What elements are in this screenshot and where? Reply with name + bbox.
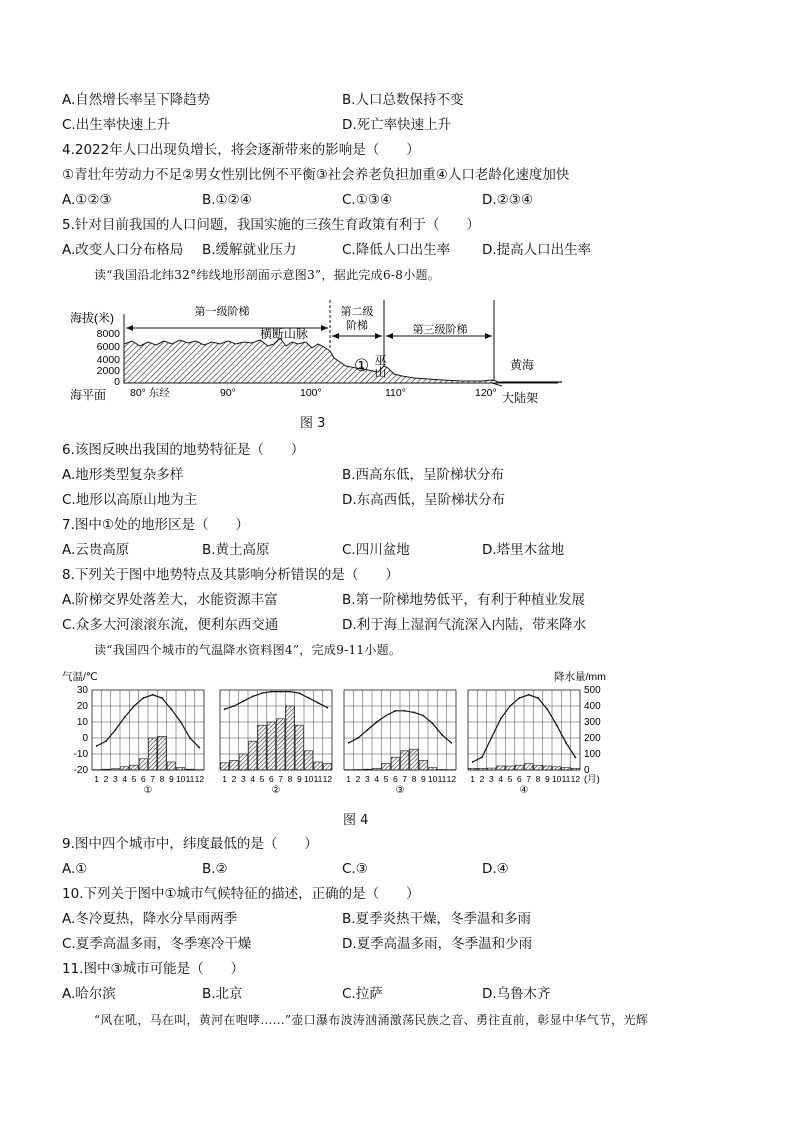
month-tick: 3 [364,774,370,784]
month-tick: 8 [287,774,293,784]
month-tick: 5 [131,774,137,784]
q6-option-c: C.地形以高原山地为主 [62,492,198,508]
temperature-point [413,712,415,714]
precipitation-bar [363,769,371,770]
temperature-point [242,700,244,702]
profile-xtick: 100° [300,387,322,399]
precipitation-tick: 300 [584,717,601,728]
month-tick: 9 [168,774,174,784]
precipitation-axis-label: 降水量/mm [554,671,606,683]
month-tick: 9 [544,774,550,784]
precipitation-bar [167,762,175,770]
precipitation-bar [186,769,194,770]
precipitation-bar [314,762,322,770]
q6-option-a: A.地形类型复杂多样 [62,467,184,483]
temperature-point [528,694,530,696]
terrain-profile-area [124,338,502,383]
precipitation-bar [323,764,331,770]
month-tick: 10 [551,774,562,784]
q4-option-b: B.①②④ [202,192,252,208]
temperature-point [133,705,135,707]
hengduan-label: 横断山脉 [260,327,309,341]
temperature-point [105,740,107,742]
q11-option-a: A.哈尔滨 [62,986,116,1002]
precipitation-bar [487,768,495,770]
month-tick: 6 [140,774,146,784]
q9-option-a: A.① [62,861,88,877]
temperature-point [261,692,263,694]
step1-label: 第一级阶梯 [194,306,250,318]
precipitation-bar [177,768,185,770]
temperature-axis-label: 气温/℃ [62,671,98,683]
q7-stem: 7.图中①处的地形区是（ ） [62,517,249,533]
temperature-point [565,742,567,744]
q9-option-d: D.④ [482,861,509,877]
city-label: ① [143,785,153,796]
temperature-point [422,715,424,717]
continental-shelf-label: 大陆架 [502,391,539,405]
temperature-point [385,715,387,717]
figure3-intro: 读“我国沿北纬32°纬线地形剖面示意图3”，据此完成6-8小题。 [94,268,441,282]
temperature-point [142,697,144,699]
month-tick: 11 [437,774,447,784]
month-unit-label: (月) [584,774,600,785]
q6-stem: 6.该图反映出我国的地势特征是（ ） [62,442,305,458]
q4-items: ①青壮年劳动力不足②男女性别比例不平衡③社会养老负担加重④人口老龄化速度加快 [62,167,570,183]
temperature-point [289,691,291,693]
precipitation-bar [239,754,247,770]
temperature-point [270,691,272,693]
precipitation-bar [149,738,157,770]
precipitation-tick: 100 [584,749,601,760]
month-tick: 10 [427,774,438,784]
q8-option-a: A.阶梯交界处落差大，水能资源丰富 [62,592,278,608]
precipitation-bar [525,764,533,770]
precipitation-bar [295,725,303,770]
precipitation-bar [382,764,390,770]
temperature-point [233,705,235,707]
q10-stem: 10.下列关于图中①城市气候特征的描述，正确的是（ ） [62,886,420,902]
q5-option-d: D.提高人口出生率 [482,242,592,258]
yellow-sea-label: 黄海 [510,358,535,372]
profile-xtick: 80° 东经 [130,387,170,399]
climate-chart-panel [468,690,580,796]
temperature-tick: 0 [82,733,88,744]
precipitation-bar [267,722,275,770]
precipitation-bar [506,766,514,770]
precipitation-bar [158,736,166,770]
q5-option-c: C.降低人口出生率 [342,242,451,258]
month-tick: 9 [420,774,426,784]
precipitation-bar [478,768,486,770]
month-tick: 4 [374,774,380,784]
profile-ytick: 4000 [96,354,120,366]
month-tick: 4 [498,774,504,784]
q4-option-c: C.①③④ [342,192,393,208]
profile-xtick: 120° [475,387,497,399]
month-tick: 2 [103,774,109,784]
temperature-point [441,734,443,736]
temperature-point [198,747,200,749]
precipitation-bar [562,768,570,770]
q3-option-b: B.人口总数保持不变 [342,92,464,108]
month-tick: 6 [516,774,522,784]
month-tick: 7 [526,774,532,784]
profile-ylabel: 海拔(米) [70,311,114,325]
precipitation-tick: 0 [584,765,590,776]
month-tick: 5 [507,774,513,784]
temperature-point [124,716,126,718]
step3-label: 第三级阶梯 [412,324,468,336]
month-tick: 2 [479,774,485,784]
month-tick: 12 [570,774,581,784]
precipitation-tick: 500 [584,685,601,696]
precipitation-bar [469,768,477,770]
temperature-point [574,756,576,758]
month-tick: 12 [194,774,205,784]
month-tick: 10 [303,774,314,784]
precipitation-bar [111,769,119,770]
month-tick: 6 [268,774,274,784]
temperature-tick: -10 [73,749,88,760]
temperature-point [348,742,350,744]
precipitation-bar [571,768,579,770]
precipitation-bar [277,719,285,770]
q5-option-a: A.改变人口分布格局 [62,242,184,258]
q7-option-d: D.塔里木盆地 [482,542,565,558]
temperature-point [189,737,191,739]
terrain-profile-figure [62,296,582,408]
month-tick: 7 [278,774,284,784]
figure4-caption: 图 4 [343,813,369,828]
precipitation-bar [305,751,313,770]
temperature-tick: 20 [76,701,88,712]
temperature-point [326,707,328,709]
temperature-tick: -20 [73,765,88,776]
precipitation-bar [410,749,418,770]
step2-label-line1: 第二级 [340,306,374,318]
q7-option-c: C.四川盆地 [342,542,410,558]
wushan-label: 巫山 [373,354,387,378]
month-tick: 4 [122,774,128,784]
precipitation-bar [401,751,409,770]
temperature-tick: 10 [76,717,88,728]
precipitation-bar [102,769,110,770]
precipitation-bar [121,767,129,770]
temperature-point [252,696,254,698]
q5-stem: 5.针对目前我国的人口问题，我国实施的三孩生育政策有利于（ ） [62,217,480,233]
temperature-point [170,708,172,710]
precipitation-bar [373,768,381,770]
precipitation-bar [249,741,257,770]
month-tick: 10 [175,774,186,784]
precipitation-bar [258,725,266,770]
q9-stem: 9.图中四个城市中，纬度最低的是（ ） [62,836,318,852]
climate-chart-panel [344,690,456,796]
month-tick: 12 [322,774,333,784]
month-tick: 9 [296,774,302,784]
q10-option-d: D.夏季高温多雨，冬季温和少雨 [342,936,533,952]
temperature-point [308,697,310,699]
month-tick: 3 [112,774,118,784]
city-label: ③ [395,785,405,796]
climate-chart-panel [92,690,204,796]
month-tick: 3 [488,774,494,784]
city-label: ④ [519,785,529,796]
month-tick: 8 [535,774,541,784]
month-tick: 11 [561,774,571,784]
climate-chart-panel [220,690,332,796]
q4-option-d: D.②③④ [482,192,533,208]
temperature-point [298,692,300,694]
month-tick: 7 [150,774,156,784]
precipitation-bar [130,765,138,770]
q11-option-b: B.北京 [202,986,243,1002]
temperature-point [152,694,154,696]
temperature-point [224,708,226,710]
precipitation-bar [553,767,561,770]
q9-option-c: C.③ [342,861,368,877]
q11-stem: 11.图中③城市可能是（ ） [62,961,245,977]
precipitation-bar [534,765,542,770]
passage-text: “风在吼，马在叫，黄河在咆哮……”壶口瀑布波涛汹涌激荡民族之音、勇往直前，彰显中华气节，光辉 [94,1013,649,1027]
precipitation-bar [391,757,399,770]
q7-option-b: B.黄土高原 [202,542,270,558]
q8-option-d: D.利于海上湿润气流深入内陆，带来降水 [342,617,587,633]
temperature-point [180,721,182,723]
temperature-point [96,745,98,747]
month-tick: 5 [383,774,389,784]
q10-option-a: A.冬冷夏热，降水分旱雨两季 [62,911,238,927]
temperature-point [404,710,406,712]
month-tick: 11 [185,774,195,784]
precipitation-bar [139,759,147,770]
month-tick: 12 [446,774,457,784]
month-tick: 11 [313,774,323,784]
temperature-point [366,729,368,731]
precipitation-bar [515,765,523,770]
month-tick: 3 [240,774,246,784]
q3-option-d: D.死亡率快速上升 [342,117,452,133]
month-tick: 2 [355,774,361,784]
month-tick: 1 [94,774,100,784]
precipitation-bar [497,766,505,770]
precipitation-bar [230,760,238,770]
q4-option-a: A.①②③ [62,192,112,208]
temperature-point [432,723,434,725]
q8-option-b: B.第一阶梯地势低平，有利于种植业发展 [342,592,586,608]
precipitation-bar [543,766,551,770]
precipitation-bar [221,763,229,770]
temperature-point [394,710,396,712]
temperature-point [500,718,502,720]
q6-option-b: B.西高东低，呈阶梯状分布 [342,467,505,483]
temperature-point [317,702,319,704]
month-tick: 2 [231,774,237,784]
precipitation-tick: 400 [584,701,601,712]
q9-option-b: B.② [202,861,228,877]
month-tick: 8 [411,774,417,784]
profile-sea-level-label: 海平面 [70,388,107,402]
q4-stem: 4.2022年人口出现负增长，将会逐渐带来的影响是（ ） [62,142,420,158]
q11-option-c: C.拉萨 [342,986,383,1002]
month-tick: 1 [222,774,228,784]
q11-option-d: D.乌鲁木齐 [482,986,551,1002]
temperature-point [490,737,492,739]
profile-ytick: 8000 [96,328,120,340]
temperature-point [481,756,483,758]
climate-charts-figure [62,668,622,796]
month-tick: 6 [392,774,398,784]
precipitation-bar [419,760,427,770]
figure4-intro: 读“我国四个城市的气温降水资料图4”，完成9-11小题。 [94,643,402,657]
profile-ytick: 6000 [96,341,120,353]
month-tick: 1 [346,774,352,784]
precipitation-tick: 200 [584,733,601,744]
temperature-point [280,691,282,693]
temperature-point [114,729,116,731]
profile-xtick: 110° [385,387,406,399]
temperature-tick: 30 [76,685,88,696]
q10-option-b: B.夏季炎热干燥，冬季温和多雨 [342,911,532,927]
q8-option-c: C.众多大河滚滚东流，便利东西交通 [62,617,279,633]
profile-xtick: 90° [220,387,236,399]
q6-option-d: D.东高西低，呈阶梯状分布 [342,492,506,508]
month-tick: 1 [470,774,476,784]
month-tick: 8 [159,774,165,784]
q3-option-a: A.自然增长率呈下降趋势 [62,92,211,108]
step2-label-line2: 阶梯 [346,320,368,332]
figure3-caption: 图 3 [300,416,326,431]
temperature-point [357,737,359,739]
temperature-point [450,742,452,744]
temperature-point [376,721,378,723]
profile-ytick: 0 [114,376,120,388]
city-label: ② [271,785,281,796]
temperature-point [556,724,558,726]
temperature-point [518,697,520,699]
q7-option-a: A.云贵高原 [62,542,130,558]
marker-1-label: ① [354,356,370,375]
profile-ytick: 2000 [96,365,120,377]
temperature-point [546,708,548,710]
q10-option-c: C.夏季高温多雨，冬季寒冷干燥 [62,936,252,952]
q8-stem: 8.下列关于图中地势特点及其影响分析错误的是（ ） [62,567,399,583]
precipitation-bar [429,768,437,770]
month-tick: 5 [259,774,265,784]
temperature-point [472,761,474,763]
temperature-point [161,697,163,699]
q3-option-c: C.出生率快速上升 [62,117,171,133]
precipitation-bar [286,706,294,770]
q5-option-b: B.缓解就业压力 [202,242,297,258]
month-tick: 4 [250,774,256,784]
month-tick: 7 [402,774,408,784]
temperature-point [509,705,511,707]
temperature-point [537,697,539,699]
